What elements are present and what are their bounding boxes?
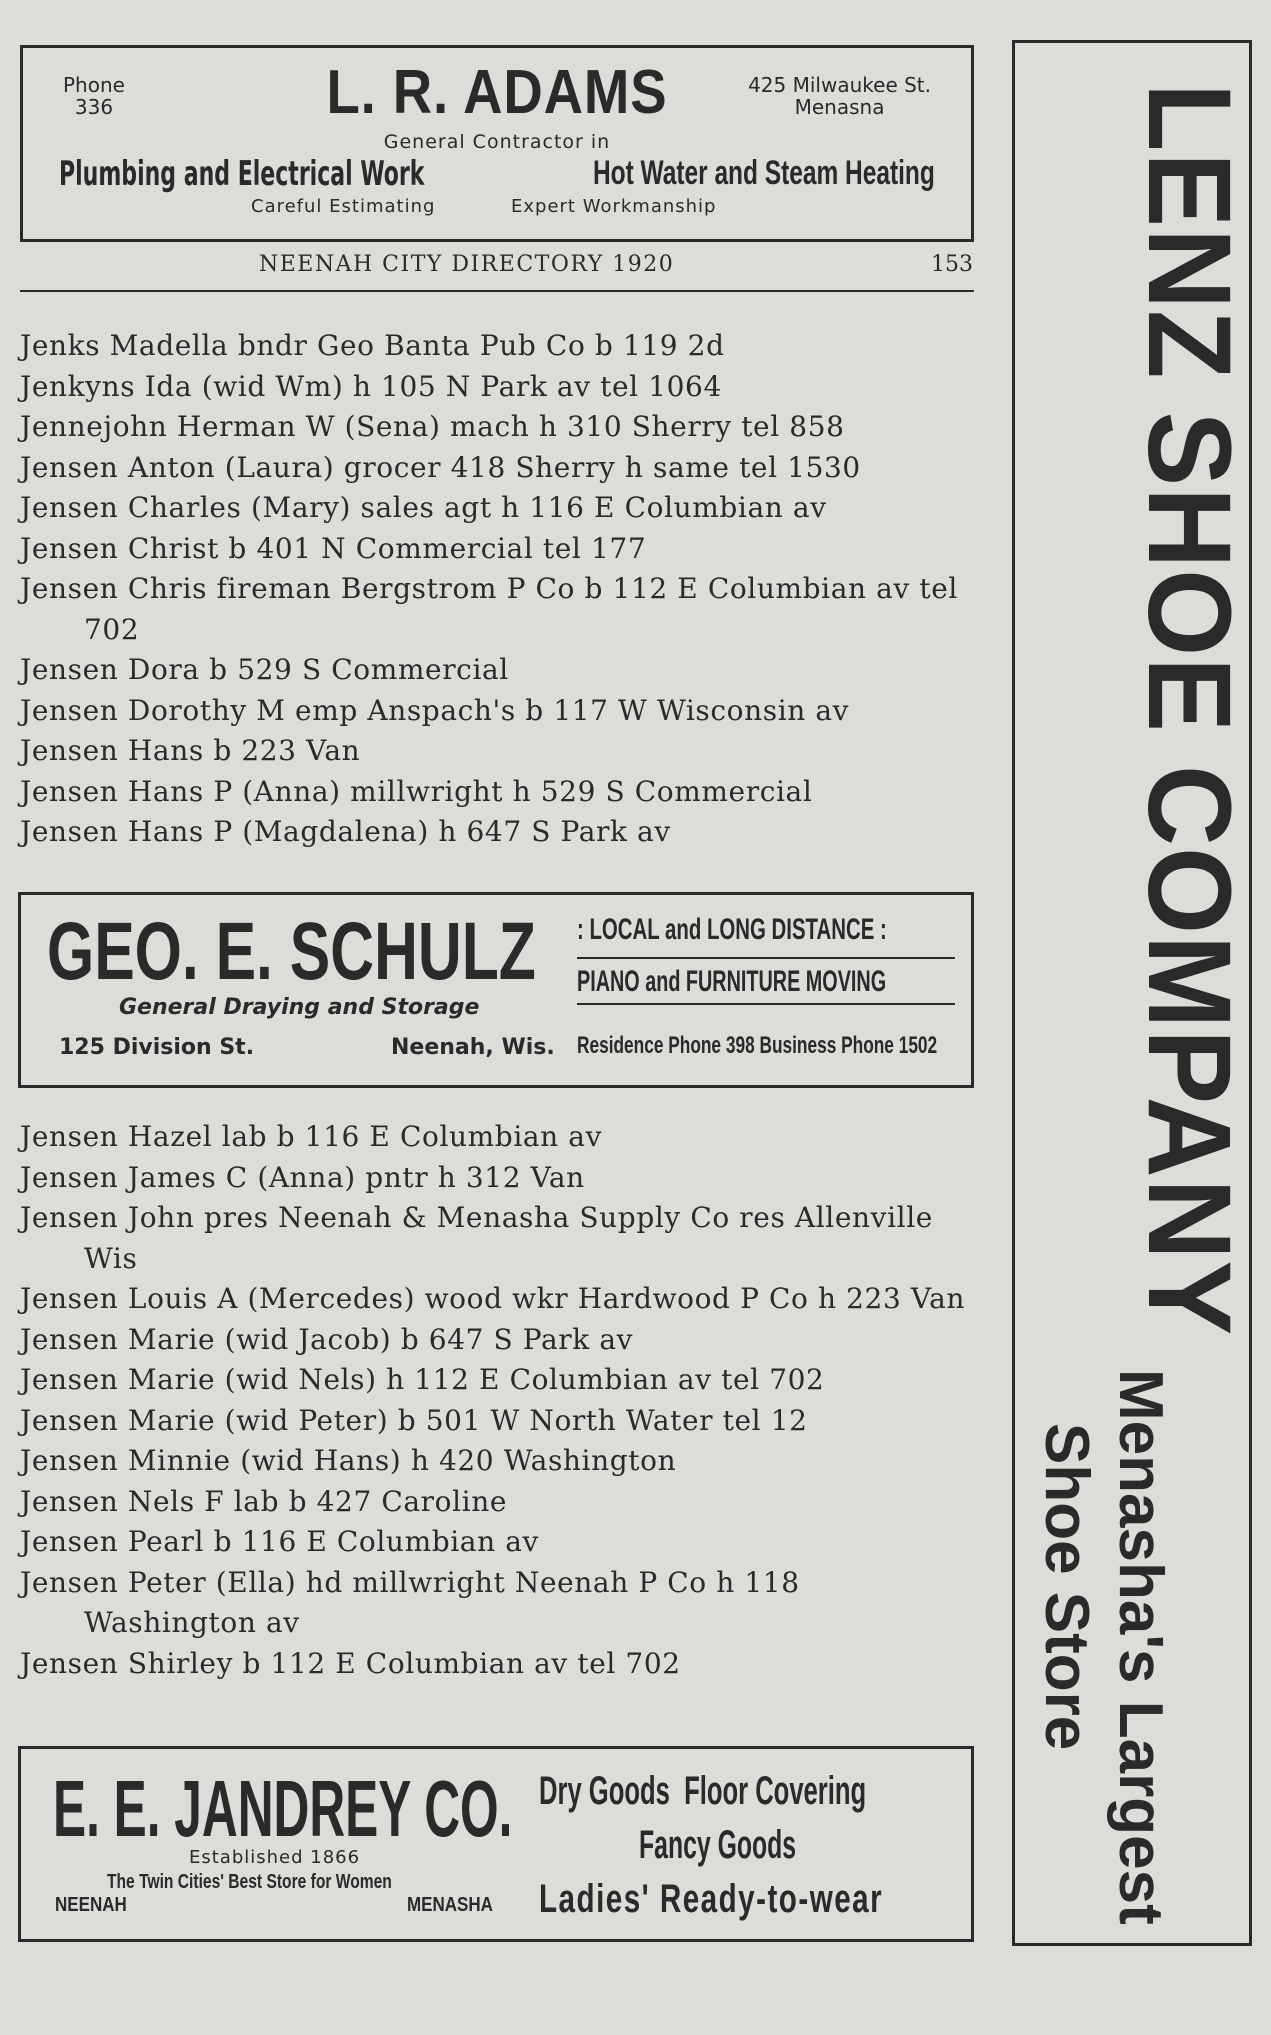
jandrey-name: E. E. JANDREY CO. (53, 1764, 513, 1853)
schulz-phones: Residence Phone 398 Business Phone 1502 (577, 1032, 938, 1059)
jandrey-established: Established 1866 (189, 1847, 361, 1868)
directory-entry: Jensen Hazel lab b 116 E Columbian av (20, 1120, 603, 1153)
directory-entries-bottom (20, 1117, 980, 1684)
directory-entry: Jensen Dorothy M emp Anspach's b 117 W Wisconsin av (20, 693, 850, 727)
adams-address-city: Menasna (794, 95, 885, 119)
directory-entry: Jensen Louis A (Mercedes) wood wkr Hardwood P Co h 223 Van (20, 1282, 966, 1315)
directory-entry: Jensen Marie (wid Jacob) b 647 S Park av (20, 1322, 634, 1356)
jandrey-advertisement (18, 1746, 974, 1942)
directory-entry: Jensen Hans P (Magdalena) h 647 S Park av (20, 815, 671, 848)
directory-entry: Jennejohn Herman W (Sena) mach h 310 Sherry tel 858 (20, 410, 845, 443)
adams-address (748, 74, 931, 118)
adams-name: L. R. ADAMS (326, 58, 668, 127)
directory-entry: Jensen Marie (wid Peter) b 501 W North Water tel 12 (20, 1403, 808, 1437)
directory-entry: Jensen Hans P (Anna) millwright h 529 S Commercial (20, 774, 813, 808)
directory-entry: Jensen John pres Neenah & Menasha Supply Co res Allenville Wis (20, 1201, 933, 1275)
directory-entry: Jensen James C (Anna) pntr h 312 Van (20, 1160, 585, 1194)
directory-entry: Jensen Charles (Mary) sales agt h 116 E Columbian av (20, 491, 827, 524)
header-divider (20, 290, 974, 292)
schulz-divider (577, 1003, 955, 1005)
adams-plumbing: Plumbing and Electrical Work (59, 154, 425, 194)
directory-entry: Jensen Dora b 529 S Commercial (20, 653, 509, 686)
directory-entry: Jensen Christ b 401 N Commercial tel 177 (20, 531, 647, 565)
adams-hot-water: Hot Water and Steam Heating (593, 154, 935, 192)
page-title: NEENAH CITY DIRECTORY 1920 (259, 252, 675, 277)
jandrey-neenah: NEENAH (55, 1894, 127, 1916)
lenz-advertisement (1012, 40, 1256, 1946)
adams-phone-label: Phone (63, 73, 125, 97)
schulz-local: : LOCAL and LONG DISTANCE : (577, 913, 887, 946)
schulz-subtitle: General Draying and Storage (119, 995, 480, 1020)
directory-entry: Jenks Madella bndr Geo Banta Pub Co b 119 2d (20, 329, 725, 362)
directory-entry: Jensen Marie (wid Nels) h 112 E Columbian av tel 702 (20, 1363, 825, 1396)
jandrey-menasha: MENASHA (407, 1894, 493, 1916)
lenz-tagline-store: Shoe Store (1032, 1423, 1101, 1751)
jandrey-fancy-goods: Fancy Goods (639, 1823, 797, 1867)
adams-careful: Careful Estimating (251, 196, 436, 217)
lenz-name: LENZ SHOE COMPANY (1123, 83, 1256, 1337)
adams-address-street: 425 Milwaukee St. (748, 73, 931, 97)
directory-entry: Jensen Chris fireman Bergstrom P Co b 112 E Columbian av tel 702 (20, 572, 958, 646)
directory-entry: Jensen Nels F lab b 427 Caroline (20, 1484, 508, 1518)
directory-entry: Jensen Anton (Laura) grocer 418 Sherry h same tel 1530 (20, 450, 861, 484)
schulz-piano: PIANO and FURNITURE MOVING (577, 965, 887, 998)
jandrey-dry-goods: Dry Goods Floor Covering (539, 1769, 867, 1813)
schulz-advertisement (18, 892, 974, 1088)
adams-advertisement (20, 45, 974, 242)
lenz-tagline-largest: Menasha's Largest (1106, 1369, 1175, 1925)
jandrey-ladies: Ladies' Ready-to-wear (539, 1877, 884, 1921)
schulz-name: GEO. E. SCHULZ (47, 906, 536, 997)
directory-entry: Jensen Peter (Ella) hd millwright Neenah P Co h 118 Washington av (20, 1565, 800, 1639)
directory-entry: Jensen Minnie (wid Hans) h 420 Washington (20, 1444, 677, 1477)
jandrey-best-store: The Twin Cities' Best Store for Women (107, 1871, 392, 1893)
adams-expert: Expert Workmanship (511, 196, 717, 217)
adams-phone-number: 336 (74, 95, 114, 119)
schulz-address: 125 Division St. (59, 1035, 255, 1060)
directory-entry: Jensen Hans b 223 Van (20, 734, 361, 767)
directory-entry: Jensen Shirley b 112 E Columbian av tel 702 (20, 1646, 681, 1680)
directory-entry: Jensen Pearl b 116 E Columbian av (20, 1525, 539, 1558)
adams-general-contractor: General Contractor in (383, 131, 611, 153)
directory-entry: Jenkyns Ida (wid Wm) h 105 N Park av tel 1064 (20, 369, 722, 403)
schulz-divider (577, 957, 955, 959)
directory-entries-top (20, 326, 980, 853)
page-number: 153 (931, 252, 973, 277)
schulz-city: Neenah, Wis. (391, 1035, 555, 1060)
